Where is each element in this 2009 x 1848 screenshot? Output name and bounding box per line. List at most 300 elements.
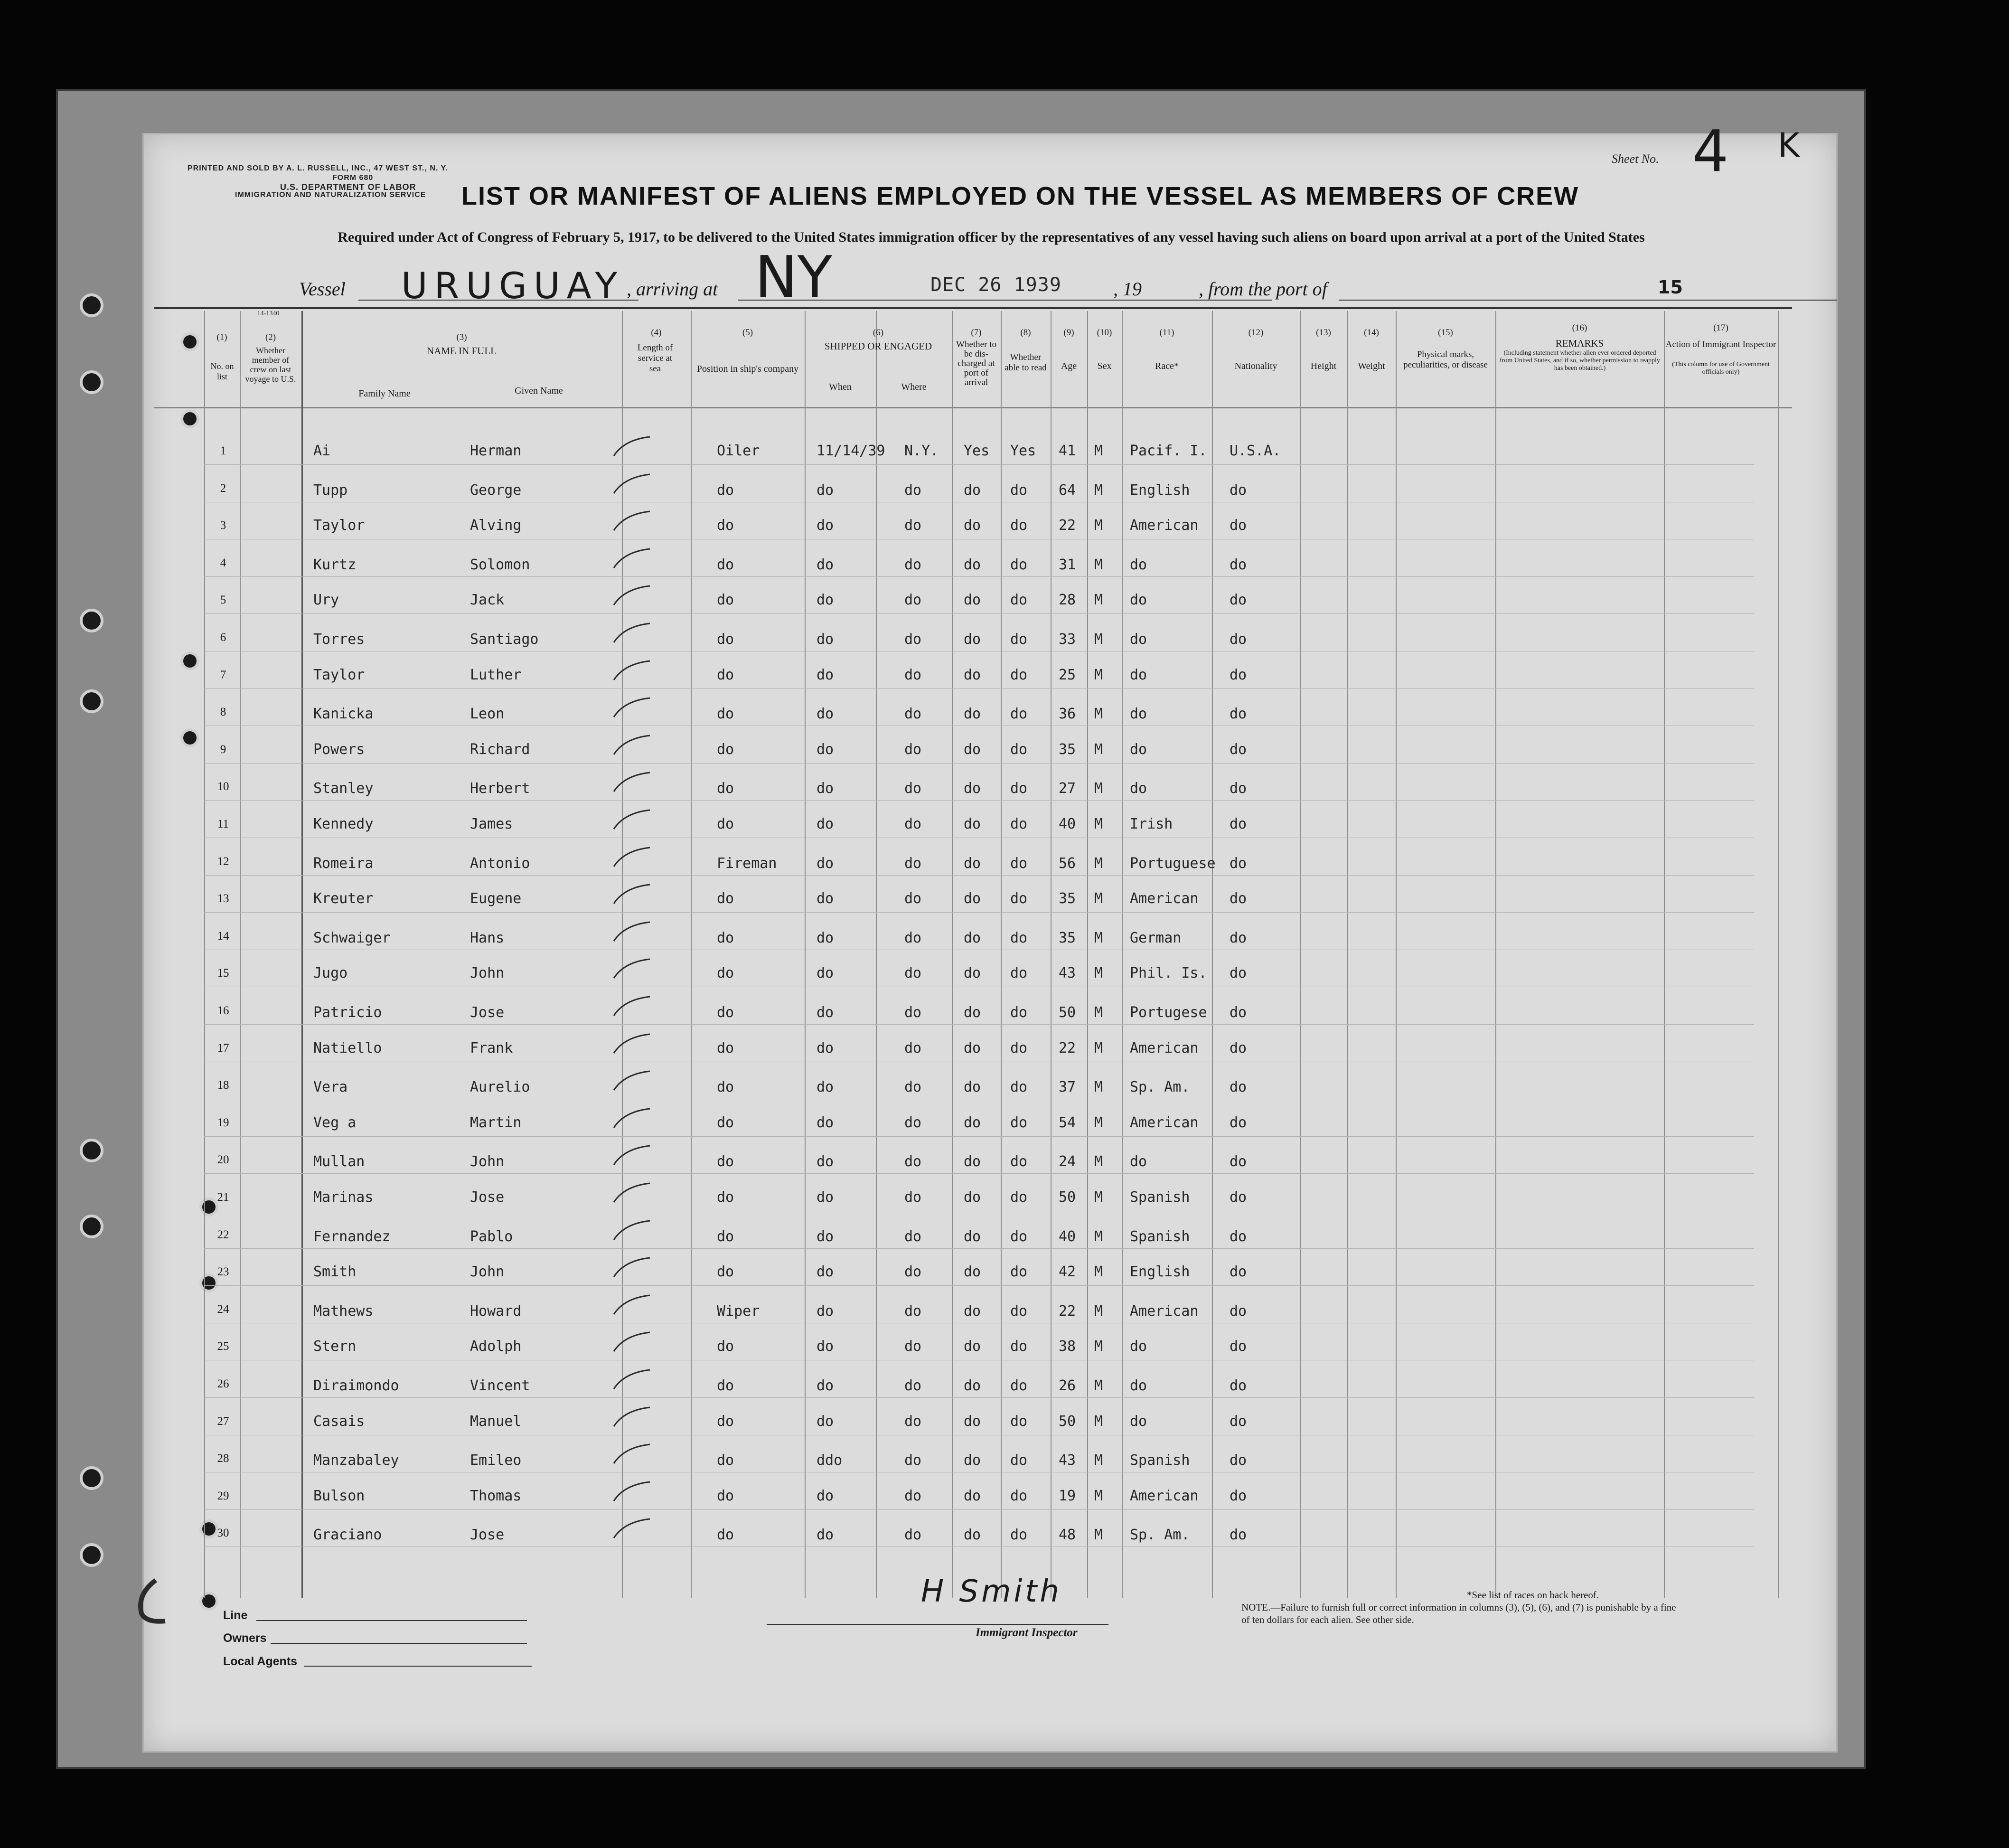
row-rule xyxy=(204,1285,1754,1286)
row-number: 6 xyxy=(220,631,226,644)
cell-discharged: do xyxy=(964,592,981,609)
row-rule xyxy=(204,688,1754,689)
cell-when: do xyxy=(817,1263,834,1281)
cell-position: do xyxy=(717,631,734,648)
cell-age: 40 xyxy=(1059,1228,1076,1245)
cell-age: 22 xyxy=(1059,517,1076,534)
col11-label: Race* xyxy=(1155,361,1179,371)
check-mark-icon xyxy=(610,1405,653,1429)
cell-position: do xyxy=(717,1189,734,1206)
col4-label: Length of service at sea xyxy=(637,343,673,374)
cell-position: do xyxy=(717,780,734,797)
check-mark-icon xyxy=(610,734,653,757)
printer-line: PRINTED AND SOLD BY A. L. RUSSELL, INC., 47 WEST ST., N. Y. xyxy=(188,164,448,172)
cell-given: Santiago xyxy=(470,631,539,648)
col9-label: Age xyxy=(1061,361,1077,371)
cell-given: Thomas xyxy=(470,1487,522,1504)
cell-nationality: do xyxy=(1230,1413,1247,1430)
cell-family: Manzabaley xyxy=(313,1452,399,1469)
row-number: 27 xyxy=(217,1414,229,1428)
cell-age: 50 xyxy=(1059,1189,1076,1206)
cell-position: do xyxy=(717,1377,734,1394)
col16-sub: (Including statement whether alien ever ordered deported from United States, and if so, whether permission to reapply has been obtained.) xyxy=(1500,349,1660,372)
row-number: 11 xyxy=(217,818,229,830)
cell-when: do xyxy=(817,1039,834,1056)
cell-age: 25 xyxy=(1059,666,1076,683)
binder-clip-icon xyxy=(127,1575,194,1628)
cell-discharged: do xyxy=(964,855,981,872)
cell-discharged: do xyxy=(964,1338,981,1355)
cell-given: Pablo xyxy=(470,1228,513,1245)
col14-num: (14) xyxy=(1364,328,1379,338)
cell-nationality: do xyxy=(1230,1079,1247,1096)
cell-age: 41 xyxy=(1059,443,1076,459)
col17-sub: (This column for use of Government officials only) xyxy=(1672,361,1770,376)
cell-when: ddo xyxy=(817,1452,843,1469)
cell-position: do xyxy=(717,706,734,723)
row-number: 17 xyxy=(217,1041,229,1055)
row-number: 14 xyxy=(217,929,229,943)
cell-read: do xyxy=(1010,666,1028,683)
cell-sex: M xyxy=(1094,1302,1103,1320)
cell-given: John xyxy=(470,1263,505,1281)
row-number: 23 xyxy=(217,1265,229,1279)
cell-position: Oiler xyxy=(717,443,760,459)
cell-discharged: Yes xyxy=(964,443,990,459)
cell-where: do xyxy=(904,1413,922,1430)
cell-nationality: do xyxy=(1230,1153,1247,1170)
cell-family: Kreuter xyxy=(313,890,374,907)
cell-sex: M xyxy=(1094,1039,1103,1056)
cell-position: Fireman xyxy=(717,855,777,872)
col2-label: Whether member of crew on last voyage to U.S. xyxy=(245,346,296,384)
cell-read: do xyxy=(1010,1189,1028,1206)
races-note: *See list of races on back hereof. xyxy=(1467,1589,1599,1601)
cell-race: do xyxy=(1130,1377,1147,1394)
cell-given: Alving xyxy=(470,517,522,534)
cell-age: 31 xyxy=(1059,556,1076,573)
cell-when: do xyxy=(817,890,834,907)
cell-sex: M xyxy=(1094,666,1103,683)
cell-discharged: do xyxy=(964,816,981,832)
cell-when: do xyxy=(817,1302,834,1320)
row-rule xyxy=(204,875,1754,876)
cell-sex: M xyxy=(1094,631,1103,648)
cell-where: do xyxy=(904,1114,922,1131)
cell-where: do xyxy=(904,890,922,907)
col10-num: (10) xyxy=(1097,328,1112,338)
cell-nationality: do xyxy=(1230,965,1247,982)
cell-discharged: do xyxy=(964,481,981,499)
col8-label: Whether able to read xyxy=(1004,352,1047,373)
cell-sex: M xyxy=(1094,816,1103,832)
cell-given: Howard xyxy=(470,1302,522,1320)
cell-when: do xyxy=(817,1413,834,1430)
cell-family: Vera xyxy=(313,1079,348,1096)
cell-race: Spanish xyxy=(1130,1228,1190,1245)
row-rule xyxy=(204,1024,1754,1025)
cell-given: John xyxy=(470,965,505,982)
arriving-label: , arriving at xyxy=(627,278,718,300)
arrival-port: NY xyxy=(755,245,833,311)
cell-position: do xyxy=(717,1263,734,1281)
cell-race: Portuguese xyxy=(1130,855,1216,872)
row-number: 28 xyxy=(217,1452,229,1465)
cell-age: 50 xyxy=(1059,1004,1076,1021)
cell-discharged: do xyxy=(964,1039,981,1056)
cell-sex: M xyxy=(1094,890,1103,907)
cell-read: do xyxy=(1010,517,1028,534)
cell-nationality: do xyxy=(1230,1114,1247,1131)
cell-race: Pacif. I. xyxy=(1130,443,1207,459)
cell-given: Adolph xyxy=(470,1338,522,1355)
cell-sex: M xyxy=(1094,556,1103,573)
row-rule xyxy=(204,1509,1754,1510)
date-stamp: DEC 26 1939 xyxy=(930,274,1061,296)
cell-race: do xyxy=(1130,592,1147,609)
cell-sex: M xyxy=(1094,965,1103,982)
binder-hole xyxy=(80,1139,103,1162)
cell-when: do xyxy=(817,1338,834,1355)
col16-label: REMARKS xyxy=(1555,338,1604,349)
row-number: 7 xyxy=(220,668,226,681)
col9-num: (9) xyxy=(1063,328,1074,338)
check-mark-icon xyxy=(610,1517,653,1541)
cell-given: Jose xyxy=(470,1527,505,1544)
cell-when: do xyxy=(817,855,834,872)
cell-position: do xyxy=(717,1004,734,1021)
cell-when: do xyxy=(817,1377,834,1394)
cell-sex: M xyxy=(1094,706,1103,723)
cell-sex: M xyxy=(1094,855,1103,872)
cell-race: do xyxy=(1130,741,1147,758)
cell-where: do xyxy=(904,741,922,758)
cell-read: do xyxy=(1010,1302,1028,1320)
cell-discharged: do xyxy=(964,1452,981,1469)
cell-given: Eugene xyxy=(470,890,522,907)
cell-discharged: do xyxy=(964,929,981,946)
binder-hole xyxy=(80,370,103,394)
cell-position: do xyxy=(717,666,734,683)
vessel-name: URUGUAY xyxy=(401,264,624,307)
cell-read: do xyxy=(1010,965,1028,982)
cell-nationality: do xyxy=(1230,1004,1247,1021)
cell-age: 36 xyxy=(1059,706,1076,723)
cell-family: Taylor xyxy=(313,666,365,683)
manifest-title: LIST OR MANIFEST OF ALIENS EMPLOYED ON THE VESSEL AS MEMBERS OF CREW xyxy=(461,182,1579,210)
cell-discharged: do xyxy=(964,1487,981,1504)
cell-family: Kurtz xyxy=(313,556,357,573)
row-number: 1 xyxy=(220,444,226,457)
cell-when: 11/14/39 xyxy=(817,443,885,459)
col8-num: (8) xyxy=(1020,328,1031,338)
binder-hole xyxy=(80,1466,103,1490)
cell-nationality: do xyxy=(1230,1302,1247,1320)
cell-sex: M xyxy=(1094,1263,1103,1281)
cell-given: James xyxy=(470,816,513,832)
cell-family: Mathews xyxy=(313,1302,374,1320)
cell-age: 42 xyxy=(1059,1263,1076,1281)
binder-hole xyxy=(180,409,199,428)
row-number: 22 xyxy=(217,1228,229,1241)
col17-num: (17) xyxy=(1713,323,1728,333)
cell-age: 35 xyxy=(1059,929,1076,946)
cell-read: do xyxy=(1010,929,1028,946)
cell-race: German xyxy=(1130,929,1182,946)
cell-position: do xyxy=(717,965,734,982)
cell-sex: M xyxy=(1094,517,1103,534)
cell-when: do xyxy=(817,666,834,683)
cell-discharged: do xyxy=(964,1377,981,1394)
cell-where: do xyxy=(904,1338,922,1355)
cell-discharged: do xyxy=(964,1153,981,1170)
cell-discharged: do xyxy=(964,666,981,683)
cell-read: Yes xyxy=(1010,443,1036,459)
department-name: U.S. DEPARTMENT OF LABOR xyxy=(280,182,416,192)
cell-read: do xyxy=(1010,1004,1028,1021)
cell-when: do xyxy=(817,965,834,982)
check-mark-icon xyxy=(610,509,653,533)
cell-age: 54 xyxy=(1059,1114,1076,1131)
cell-read: do xyxy=(1010,855,1028,872)
cell-race: do xyxy=(1130,1338,1147,1355)
cell-position: do xyxy=(717,741,734,758)
cell-race: American xyxy=(1130,1039,1199,1056)
cell-read: do xyxy=(1010,780,1028,797)
cell-given: Jose xyxy=(470,1189,505,1206)
check-mark-icon xyxy=(610,696,653,720)
cell-age: 26 xyxy=(1059,1377,1076,1394)
cell-where: do xyxy=(904,1302,922,1320)
row-number: 3 xyxy=(220,519,226,532)
cell-sex: M xyxy=(1094,929,1103,946)
row-number: 26 xyxy=(217,1377,229,1390)
cell-nationality: do xyxy=(1230,592,1247,609)
cell-given: Herbert xyxy=(470,780,530,797)
cell-nationality: do xyxy=(1230,1228,1247,1245)
binder-hole xyxy=(80,1543,103,1567)
cell-age: 22 xyxy=(1059,1302,1076,1320)
vessel-row xyxy=(299,245,1832,311)
cell-where: do xyxy=(904,1228,922,1245)
row-rule xyxy=(204,1397,1754,1398)
cell-sex: M xyxy=(1094,1189,1103,1206)
check-mark-icon xyxy=(610,808,653,832)
cell-when: do xyxy=(817,631,834,648)
row-number: 4 xyxy=(220,556,226,569)
cell-where: do xyxy=(904,1039,922,1056)
cell-given: Richard xyxy=(470,741,530,758)
row-number: 8 xyxy=(220,706,226,719)
row-number: 24 xyxy=(217,1302,229,1316)
given-name-header: Given Name xyxy=(515,386,563,396)
cell-age: 43 xyxy=(1059,1452,1076,1469)
cell-given: John xyxy=(470,1153,505,1170)
cell-nationality: do xyxy=(1230,1338,1247,1355)
row-rule xyxy=(204,1546,1754,1547)
cell-read: do xyxy=(1010,1377,1028,1394)
cell-family: Torres xyxy=(313,631,365,648)
inspector-label: Immigrant Inspector xyxy=(976,1626,1078,1639)
cell-where: N.Y. xyxy=(904,443,939,459)
cell-family: Mullan xyxy=(313,1153,365,1170)
cell-nationality: do xyxy=(1230,929,1247,946)
cell-given: Vincent xyxy=(470,1377,530,1394)
cell-where: do xyxy=(904,556,922,573)
cell-when: do xyxy=(817,929,834,946)
when-header: When xyxy=(829,382,852,392)
col6-label: SHIPPED OR ENGAGED xyxy=(824,340,932,352)
cell-race: do xyxy=(1130,1413,1147,1430)
cell-where: do xyxy=(904,1527,922,1544)
cell-race: do xyxy=(1130,556,1147,573)
cell-nationality: do xyxy=(1230,1377,1247,1394)
cell-sex: M xyxy=(1094,1377,1103,1394)
cell-family: Diraimondo xyxy=(313,1377,399,1394)
cell-nationality: do xyxy=(1230,706,1247,723)
cell-race: Portugese xyxy=(1130,1004,1207,1021)
cell-age: 35 xyxy=(1059,741,1076,758)
penalty-note: NOTE.—Failure to furnish full or correct information in columns (3), (5), (6), and (7) is punishable by a fine of ten dollars for each alien. See other side. xyxy=(1241,1602,1676,1625)
col17-label: Action of Immigrant Inspector xyxy=(1665,339,1776,349)
cell-nationality: do xyxy=(1230,741,1247,758)
cell-where: do xyxy=(904,1377,922,1394)
cell-nationality: do xyxy=(1230,890,1247,907)
cell-race: English xyxy=(1130,1263,1190,1281)
cell-age: 64 xyxy=(1059,481,1076,499)
sheet-label: Sheet No. xyxy=(1612,152,1659,166)
cell-when: do xyxy=(817,517,834,534)
cell-nationality: do xyxy=(1230,1527,1247,1544)
cell-where: do xyxy=(904,1487,922,1504)
cell-position: do xyxy=(717,1487,734,1504)
cell-where: do xyxy=(904,631,922,648)
cell-when: do xyxy=(817,1004,834,1021)
sheet-number: 4 xyxy=(1692,119,1729,185)
cell-read: do xyxy=(1010,890,1028,907)
cell-position: do xyxy=(717,1527,734,1544)
cell-family: Fernandez xyxy=(313,1228,391,1245)
manifest-subtitle: Required under Act of Congress of February 5, 1917, to be delivered to the United States immigration officer by the representatives of any vessel having such aliens on board upon arrival at a port of the United States xyxy=(338,229,1645,245)
from-port-label: , from the port of xyxy=(1199,278,1327,300)
cell-when: do xyxy=(817,816,834,832)
cell-race: American xyxy=(1130,1487,1199,1504)
cell-read: do xyxy=(1010,1338,1028,1355)
local-agents-label: Local Agents xyxy=(223,1655,298,1668)
binder-hole xyxy=(80,1215,103,1238)
cell-when: do xyxy=(817,1114,834,1131)
inspector-signature: H Smith xyxy=(921,1574,1062,1609)
where-header: Where xyxy=(901,382,927,392)
cell-where: do xyxy=(904,780,922,797)
check-mark-icon xyxy=(610,920,653,944)
row-number: 12 xyxy=(217,855,229,868)
header-rule-bottom xyxy=(154,407,1792,408)
row-rule xyxy=(204,576,1754,577)
check-mark-icon xyxy=(610,771,653,794)
cell-sex: M xyxy=(1094,443,1103,459)
cell-family: Stern xyxy=(313,1338,357,1355)
cell-given: Antonio xyxy=(470,855,530,872)
cell-given: Jack xyxy=(470,592,505,609)
cell-discharged: do xyxy=(964,706,981,723)
cell-family: Stanley xyxy=(313,780,374,797)
cell-given: Frank xyxy=(470,1039,513,1056)
check-mark-icon xyxy=(610,1069,653,1093)
check-mark-icon xyxy=(610,1368,653,1392)
cell-when: do xyxy=(817,481,834,499)
cell-nationality: do xyxy=(1230,631,1247,648)
cell-discharged: do xyxy=(964,1228,981,1245)
cell-sex: M xyxy=(1094,1228,1103,1245)
cell-read: do xyxy=(1010,1228,1028,1245)
cell-given: Emileo xyxy=(470,1452,522,1469)
cell-where: do xyxy=(904,1004,922,1021)
cell-discharged: do xyxy=(964,1079,981,1096)
col12-label: Nationality xyxy=(1234,361,1277,371)
cell-race: do xyxy=(1130,706,1147,723)
cell-nationality: do xyxy=(1230,517,1247,534)
cell-family: Powers xyxy=(313,741,365,758)
cell-read: do xyxy=(1010,592,1028,609)
sheet-mark: K xyxy=(1778,126,1800,165)
cell-nationality: do xyxy=(1230,1452,1247,1469)
check-mark-icon xyxy=(610,883,653,906)
col3-num: (3) xyxy=(456,332,467,342)
cell-age: 37 xyxy=(1059,1079,1076,1096)
cell-read: do xyxy=(1010,741,1028,758)
row-rule xyxy=(204,912,1754,913)
cell-sex: M xyxy=(1094,1114,1103,1131)
cell-where: do xyxy=(904,592,922,609)
cell-nationality: U.S.A. xyxy=(1230,443,1281,459)
cell-where: do xyxy=(904,517,922,534)
cell-position: do xyxy=(717,1114,734,1131)
cell-when: do xyxy=(817,1153,834,1170)
cell-read: do xyxy=(1010,1079,1028,1096)
cell-where: do xyxy=(904,929,922,946)
col6-num: (6) xyxy=(873,328,884,338)
cell-position: do xyxy=(717,816,734,832)
cell-discharged: do xyxy=(964,631,981,648)
cell-when: do xyxy=(817,1079,834,1096)
cell-family: Ury xyxy=(313,592,339,609)
cell-given: Manuel xyxy=(470,1413,522,1430)
cell-race: Phil. Is. xyxy=(1130,965,1207,982)
cell-family: Veg a xyxy=(313,1114,357,1131)
cell-race: Spanish xyxy=(1130,1189,1190,1206)
cell-position: do xyxy=(717,1452,734,1469)
cell-race: Irish xyxy=(1130,816,1173,832)
cell-sex: M xyxy=(1094,741,1103,758)
cell-position: do xyxy=(717,481,734,499)
cell-race: Sp. Am. xyxy=(1130,1527,1190,1544)
check-mark-icon xyxy=(610,846,653,869)
check-mark-icon xyxy=(610,1443,653,1466)
col13-num: (13) xyxy=(1316,328,1331,338)
cell-when: do xyxy=(817,741,834,758)
cell-discharged: do xyxy=(964,965,981,982)
cell-age: 56 xyxy=(1059,855,1076,872)
check-mark-icon xyxy=(610,1330,653,1354)
col16-num: (16) xyxy=(1572,323,1587,333)
cell-age: 22 xyxy=(1059,1039,1076,1056)
cell-given: Martin xyxy=(470,1114,522,1131)
cell-when: do xyxy=(817,1487,834,1504)
cell-discharged: do xyxy=(964,1114,981,1131)
cell-given: Leon xyxy=(470,706,505,723)
owners-label: Owners xyxy=(223,1631,267,1645)
